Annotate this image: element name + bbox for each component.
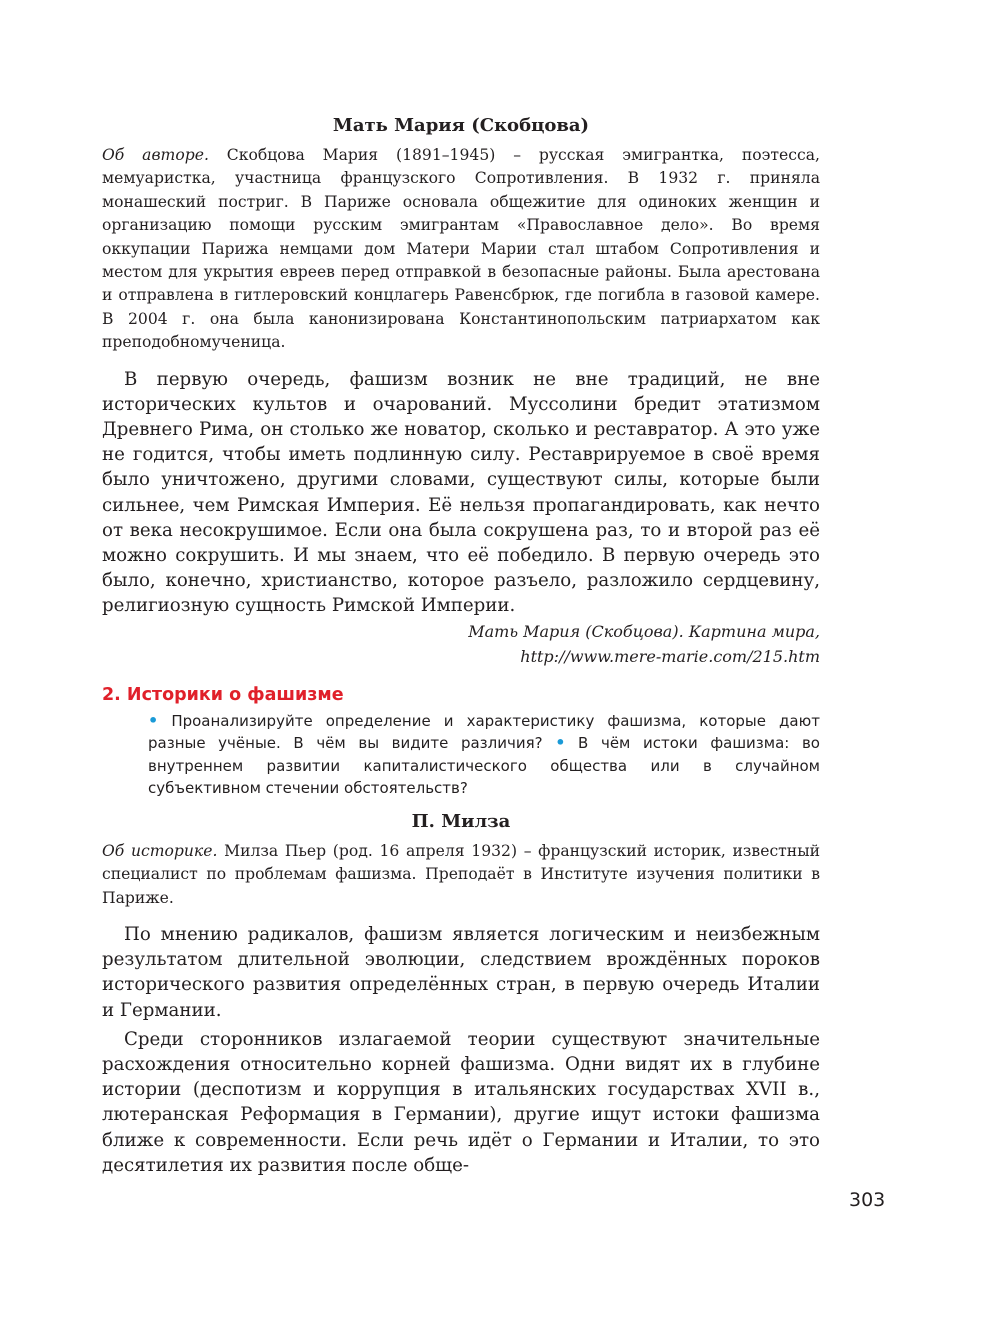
- author-bio: [102, 144, 820, 355]
- quote-paragraph: В первую очередь, фашизм возник не вне традиций, не вне исторических культов и очарований. Муссолини бредит этатизмом Древнего Рима, он столько же новатор, сколько и реставратор. А это уже не годится, чтобы иметь подлинную силу. Реставрируемое в своё время было уничтожено, другими словами, существуют силы, которые были сильнее, чем Римская Империя. Её нельзя пропагандировать, как нечто от века несокрушимое. Если она была сокрушена раз, то и второй раз её можно сокрушить. И мы знаем, что её победило. В первую очередь это было, конечно, христианство, которое разъело, разложило сердцевину, религиозную сущность Римской Империи.: [102, 368, 820, 617]
- citation-url: http://www.mere-marie.com/215.htm: [520, 646, 820, 666]
- task-1: Проанализируйте определение и характеристику фашизма, которые дают разные учёные. В чём вы видите различия?: [148, 711, 820, 753]
- historian-bio: [102, 840, 820, 910]
- bullet-icon: •: [148, 710, 159, 730]
- historian-bio-text: Милза Пьер (род. 16 апреля 1932) – французский историк, известный специалист по проблемам фашизма. Преподаёт в Институте изучения политики в Париже.: [102, 841, 821, 907]
- milza-paragraph-2: Среди сторонников излагаемой теории существуют значительные расхождения относительно корней фашизма. Одни видят их в глубине истории (деспотизм и коррупция в итальянских государствах XVII в., лютеранская Реформация в Германии), другие ищут истоки фашизма ближе к современности. Если речь идёт о Германии и Италии, то это десятилетия их развития после обще-: [102, 1028, 820, 1176]
- milza-paragraph-1: По мнению радикалов, фашизм является логическим и неизбежным результатом длительной эволюции, следствием врождённых пороков исторического развития определённых стран, в первую очередь Италии и Германии.: [102, 923, 820, 1021]
- author-bio-text: Скобцова Мария (1891–1945) – русская эмигрантка, поэтесса, мемуаристка, участница французского Сопротивления. В 1932 г. приняла монашеский постриг. В Париже основала общежитие для одиноких женщин и организацию помощи русским эмигрантам «Православное дело». Во время оккупации Парижа немцами дом Матери Марии стал штабом Сопротивления и местом для укрытия евреев перед отправкой в безопасные районы. Была арестована и отправлена в гитлеровский концлагерь Равенсбрюк, где погибла в газовой камере. В 2004 г. она была канонизирована Константинопольским патриархатом как преподобномученица.: [102, 146, 820, 352]
- task-list: [148, 710, 820, 800]
- article-heading-milza: П. Милза: [411, 810, 511, 832]
- article-heading-mother-maria: Мать Мария (Скобцова): [332, 115, 590, 136]
- bullet-icon: •: [555, 733, 566, 753]
- task-2: В чём истоки фашизма: во внутреннем развитии капиталистического общества или в случайном субъективном стечении обстоятельств?: [148, 734, 820, 798]
- citation-title: Мать Мария (Скобцова). Картина мира,: [468, 621, 820, 641]
- historian-bio-lead: Об историке.: [102, 841, 218, 860]
- page-content: [102, 112, 820, 1178]
- author-bio-lead: Об авторе.: [102, 146, 209, 164]
- page-number: 303: [849, 1189, 886, 1211]
- section-title: 2. Историки о фашизме: [102, 684, 344, 705]
